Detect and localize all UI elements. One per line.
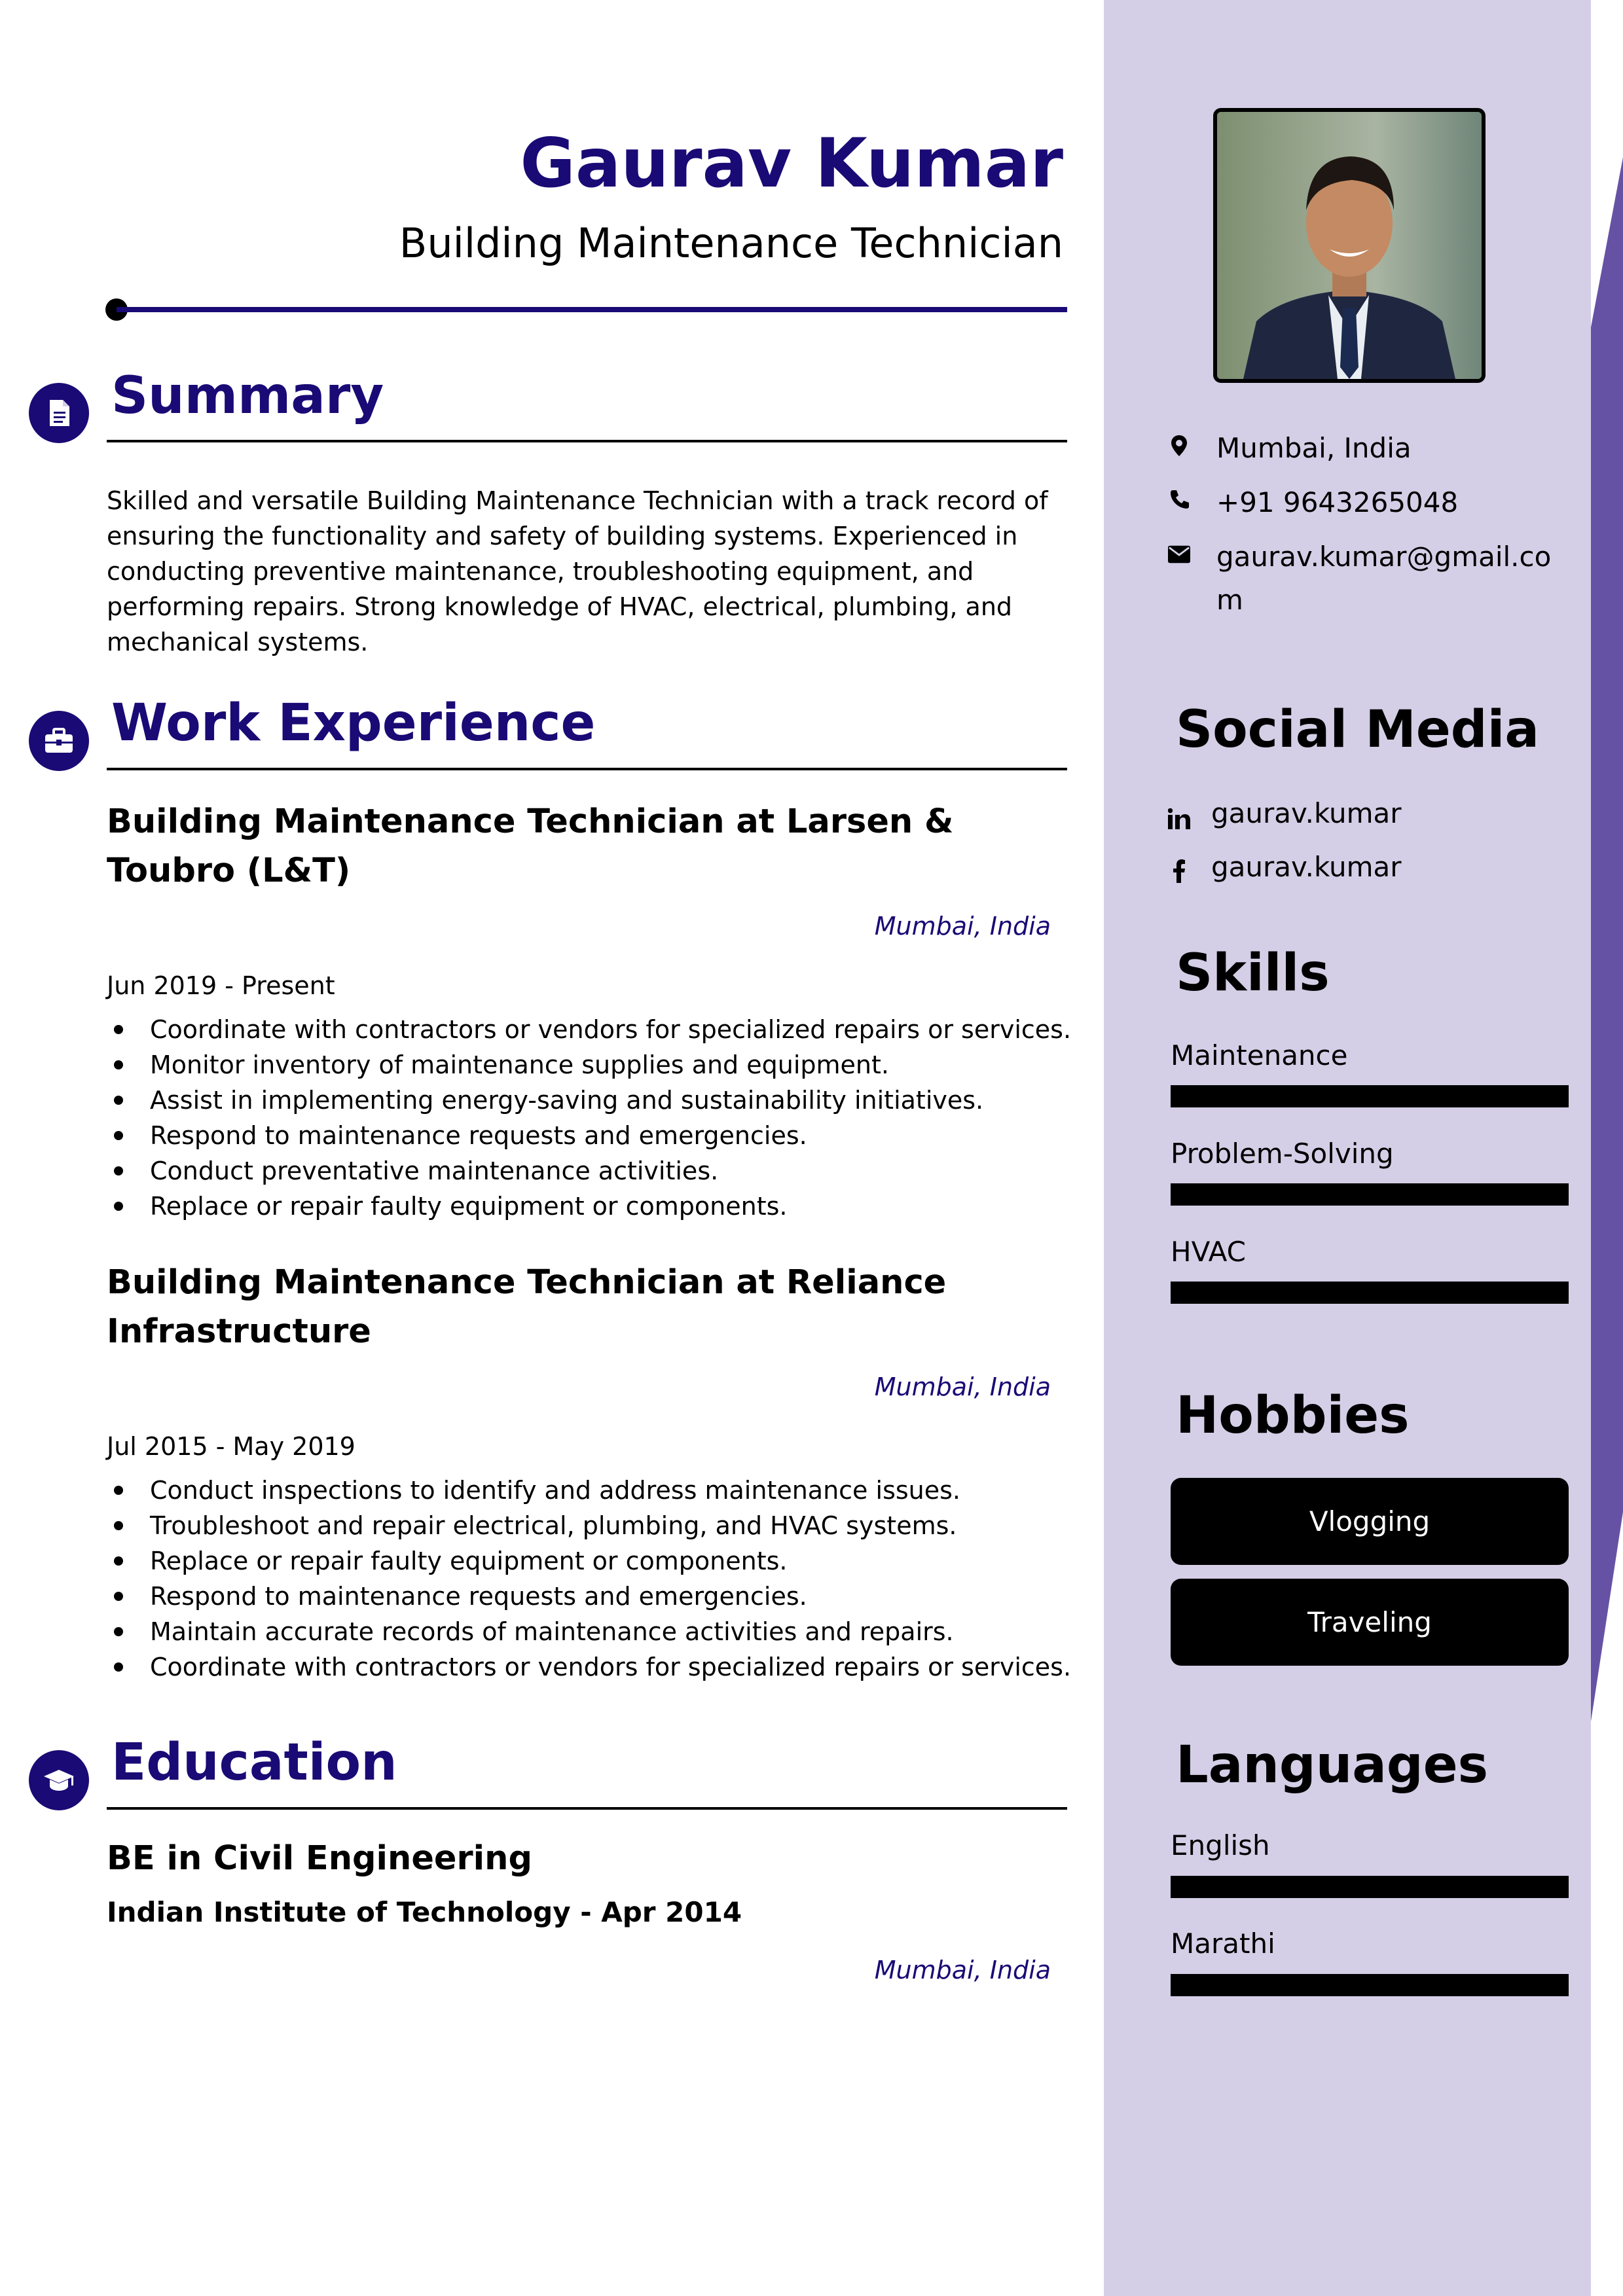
list-item: Monitor inventory of maintenance supplies and equipment. xyxy=(107,1047,1071,1083)
document-icon xyxy=(29,383,89,443)
list-item: Troubleshoot and repair electrical, plumbing, and HVAC systems. xyxy=(107,1508,1071,1543)
section-title-social: Social Media xyxy=(1176,700,1539,759)
linkedin-handle[interactable]: gaurav.kumar xyxy=(1211,797,1402,829)
job-bullets xyxy=(107,1012,1071,1224)
list-item: Respond to maintenance requests and emergencies. xyxy=(107,1579,1071,1614)
map-pin-icon xyxy=(1168,435,1190,457)
skill-bar xyxy=(1171,1183,1569,1206)
header-divider xyxy=(117,307,1067,312)
job-location: Mumbai, India xyxy=(874,912,1051,941)
education-school: Indian Institute of Technology - Apr 2014 xyxy=(107,1896,742,1928)
skill-bar xyxy=(1171,1282,1569,1304)
contact-location: Mumbai, India xyxy=(1216,432,1412,464)
profile-photo xyxy=(1213,108,1486,383)
language-bar xyxy=(1171,1876,1569,1898)
job-bullets xyxy=(107,1473,1071,1685)
language-label: Marathi xyxy=(1171,1928,1275,1960)
summary-text: Skilled and versatile Building Maintenance Technician with a track record of ensuring the functionality and safety of building systems. Experienced in conducting preventive maintenance, troubleshooting equipment, and performing repairs. Strong knowledge of HVAC, electrical, plumbing, and mechanical systems. xyxy=(107,486,1048,656)
facebook-handle[interactable]: gaurav.kumar xyxy=(1211,851,1402,883)
list-item: Respond to maintenance requests and emergencies. xyxy=(107,1118,1071,1153)
list-item: Maintain accurate records of maintenance activities and repairs. xyxy=(107,1614,1071,1649)
language-label: English xyxy=(1171,1829,1270,1861)
section-title-languages: Languages xyxy=(1176,1736,1489,1795)
list-item: Conduct preventative maintenance activities. xyxy=(107,1153,1071,1189)
list-item: Replace or repair faulty equipment or components. xyxy=(107,1543,1071,1579)
skill-label: Maintenance xyxy=(1171,1039,1348,1071)
job-dates: Jun 2019 - Present xyxy=(107,971,335,1000)
section-title-hobbies: Hobbies xyxy=(1176,1386,1410,1445)
section-rule xyxy=(107,440,1067,442)
facebook-icon xyxy=(1168,860,1190,882)
linkedin-icon xyxy=(1168,808,1190,830)
list-item: Conduct inspections to identify and address maintenance issues. xyxy=(107,1473,1071,1508)
list-item: Coordinate with contractors or vendors for specialized repairs or services. xyxy=(107,1649,1071,1685)
briefcase-icon xyxy=(29,711,89,771)
education-degree: BE in Civil Engineering xyxy=(107,1839,532,1878)
skill-label: Problem-Solving xyxy=(1171,1138,1394,1170)
candidate-name: Gaurav Kumar xyxy=(520,124,1063,203)
list-item: Assist in implementing energy-saving and sustainability initiatives. xyxy=(107,1083,1071,1118)
list-item: Coordinate with contractors or vendors for specialized repairs or services. xyxy=(107,1012,1071,1047)
contact-email[interactable]: gaurav.kumar@gmail.com xyxy=(1216,541,1552,616)
section-title-summary: Summary xyxy=(111,367,384,425)
envelope-icon xyxy=(1168,543,1190,565)
language-bar xyxy=(1171,1974,1569,1996)
section-title-education: Education xyxy=(111,1733,397,1792)
graduation-cap-icon xyxy=(29,1750,89,1810)
job-title: Building Maintenance Technician at Reliance Infrastructure xyxy=(107,1263,947,1351)
job-dates: Jul 2015 - May 2019 xyxy=(107,1432,356,1461)
skill-bar xyxy=(1171,1085,1569,1107)
hobby-badge: Vlogging xyxy=(1171,1478,1569,1565)
candidate-title: Building Maintenance Technician xyxy=(399,219,1063,267)
section-rule xyxy=(107,768,1067,770)
section-title-experience: Work Experience xyxy=(111,694,596,753)
section-title-skills: Skills xyxy=(1176,944,1330,1003)
job-title: Building Maintenance Technician at Larsen & Toubro (L&T) xyxy=(107,802,954,890)
section-rule xyxy=(107,1807,1067,1810)
decorative-strip xyxy=(1591,0,1623,2296)
phone-icon xyxy=(1168,488,1190,511)
hobby-badge: Traveling xyxy=(1171,1579,1569,1666)
contact-phone: +91 9643265048 xyxy=(1216,486,1459,518)
job-location: Mumbai, India xyxy=(874,1372,1051,1401)
skill-label: HVAC xyxy=(1171,1236,1246,1268)
list-item: Replace or repair faulty equipment or components. xyxy=(107,1189,1071,1224)
education-location: Mumbai, India xyxy=(874,1956,1051,1984)
